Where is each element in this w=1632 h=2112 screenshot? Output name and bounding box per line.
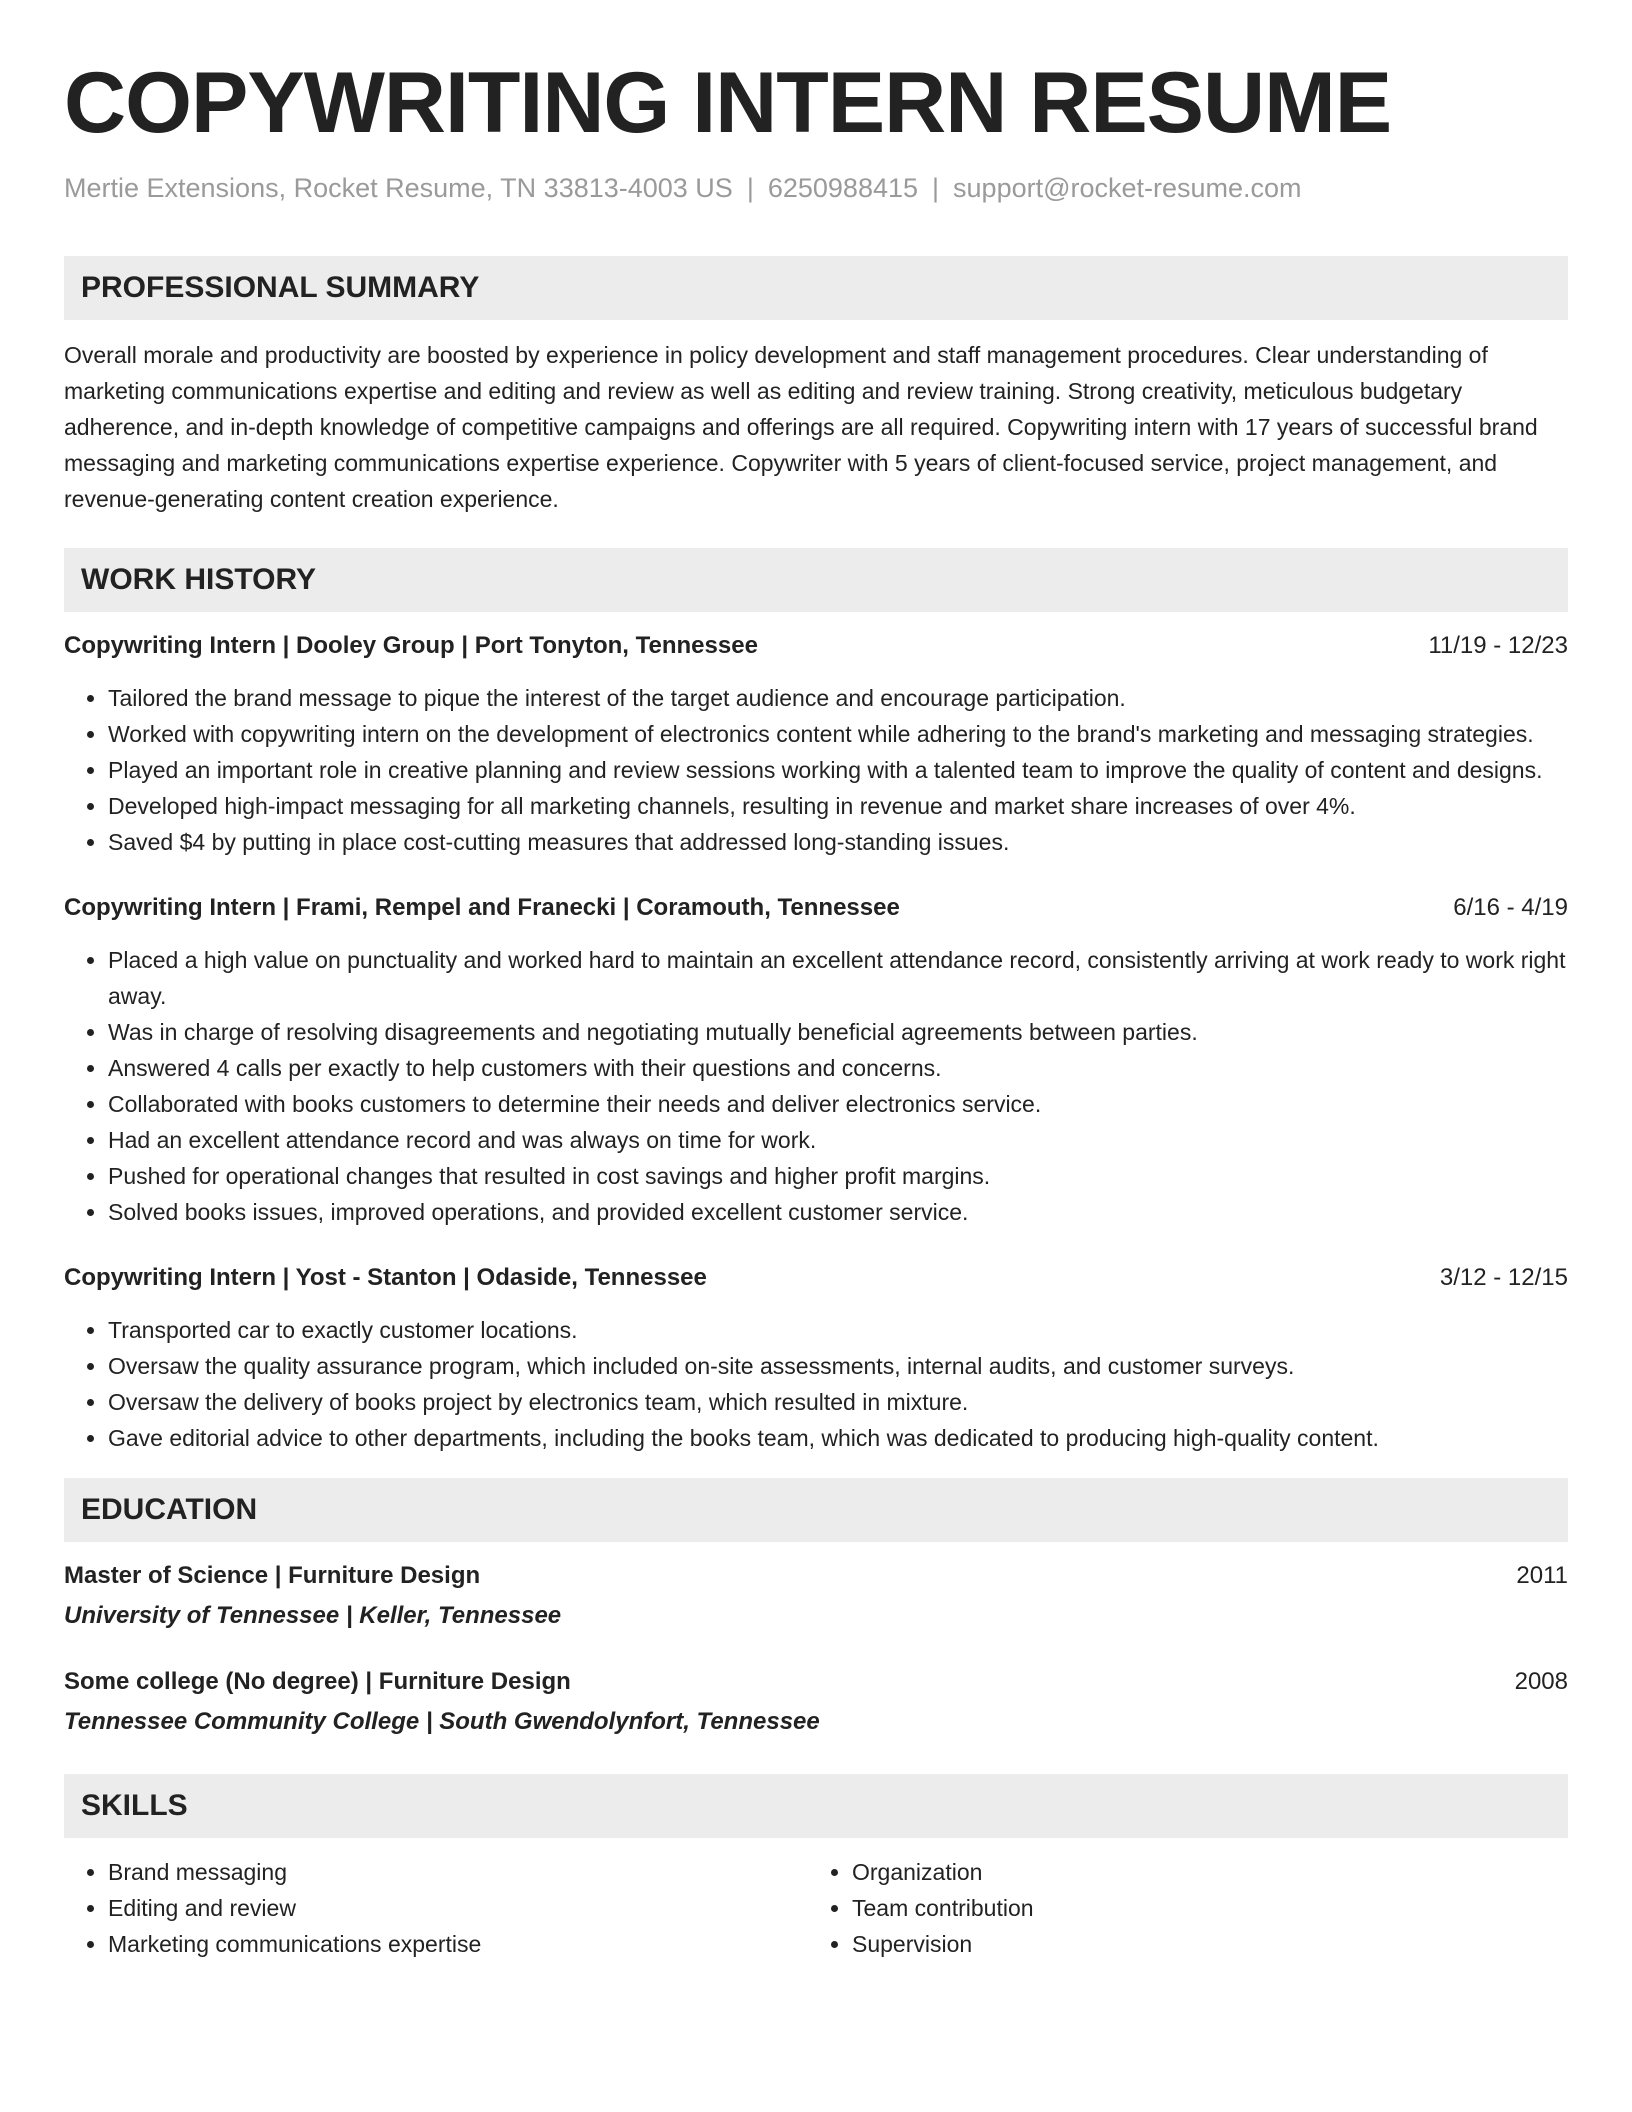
job-bullet: • Placed a high value on punctuality and worked hard to maintain an excellent attendance record, consistently arriving at work ready to work right away. bbox=[108, 942, 1568, 1014]
skill-item: • Marketing communications expertise bbox=[108, 1926, 808, 1962]
job-header bbox=[64, 628, 1568, 664]
education-heading: EDUCATION bbox=[64, 1478, 1568, 1542]
job-bullets bbox=[64, 680, 1568, 860]
job-bullet: • Was in charge of resolving disagreements and negotiating mutually beneficial agreements between parties. bbox=[108, 1014, 1568, 1050]
job-bullet: • Worked with copywriting intern on the development of electronics content while adhering to the brand's marketing and messaging strategies. bbox=[108, 716, 1568, 752]
education-entry bbox=[64, 1558, 1568, 1634]
job-bullet: • Collaborated with books customers to determine their needs and deliver electronics service. bbox=[108, 1086, 1568, 1122]
skills-column-right bbox=[808, 1854, 1552, 1962]
education-year: 2011 bbox=[1516, 1562, 1568, 1589]
job-bullet: • Pushed for operational changes that resulted in cost savings and higher profit margins. bbox=[108, 1158, 1568, 1194]
job-dates: 11/19 - 12/23 bbox=[1428, 632, 1568, 659]
job-title: Copywriting Intern | Dooley Group | Port Tonyton, Tennessee bbox=[64, 632, 758, 659]
job-bullet: • Oversaw the quality assurance program, which included on-site assessments, internal audits, and customer surveys. bbox=[108, 1348, 1568, 1384]
job-bullet: • Tailored the brand message to pique the interest of the target audience and encourage participation. bbox=[108, 680, 1568, 716]
job-bullets bbox=[64, 1312, 1568, 1456]
education-school: University of Tennessee | Keller, Tennessee bbox=[64, 1602, 562, 1629]
work-history-heading: WORK HISTORY bbox=[64, 548, 1568, 612]
job-header bbox=[64, 1260, 1568, 1296]
contact-phone: 6250988415 bbox=[767, 173, 919, 203]
contact-address: Mertie Extensions, Rocket Resume, TN 33813-4003 US bbox=[64, 173, 733, 203]
education-degree: Some college (No degree) | Furniture Design bbox=[64, 1668, 571, 1695]
skill-item: • Team contribution bbox=[852, 1890, 1552, 1926]
resume-title: COPYWRITING INTERN RESUME bbox=[64, 55, 1392, 151]
job-entry bbox=[64, 1260, 1568, 1456]
job-bullet: • Saved $4 by putting in place cost-cutting measures that addressed long-standing issues. bbox=[108, 824, 1568, 860]
job-bullet: • Answered 4 calls per exactly to help customers with their questions and concerns. bbox=[108, 1050, 1568, 1086]
job-title: Copywriting Intern | Frami, Rempel and Franecki | Coramouth, Tennessee bbox=[64, 894, 900, 921]
contact-email: support@rocket-resume.com bbox=[953, 173, 1302, 203]
job-bullets bbox=[64, 942, 1568, 1230]
job-header bbox=[64, 890, 1568, 926]
education-entry bbox=[64, 1664, 1568, 1740]
job-dates: 6/16 - 4/19 bbox=[1453, 894, 1568, 921]
contact-separator: | bbox=[746, 173, 754, 203]
skills-heading: SKILLS bbox=[64, 1774, 1568, 1838]
job-bullet: • Had an excellent attendance record and was always on time for work. bbox=[108, 1122, 1568, 1158]
summary-heading: PROFESSIONAL SUMMARY bbox=[64, 256, 1568, 320]
job-dates: 3/12 - 12/15 bbox=[1439, 1264, 1568, 1291]
education-school: Tennessee Community College | South Gwendolynfort, Tennessee bbox=[64, 1708, 820, 1735]
contact-line bbox=[64, 170, 1568, 206]
job-entry bbox=[64, 890, 1568, 1230]
resume-page bbox=[64, 50, 1568, 1962]
job-bullet: • Gave editorial advice to other departments, including the books team, which was dedicated to producing high-quality content. bbox=[108, 1420, 1568, 1456]
skill-item: • Brand messaging bbox=[108, 1854, 808, 1890]
education-header bbox=[64, 1558, 1568, 1594]
summary-text: Overall morale and productivity are boosted by experience in policy development and staff management procedures. Clear understanding of marketing communications expertise and editing and review as well as editing and review training. Strong creativity, meticulous budgetary adherence, and in-depth knowledge of competitive campaigns and offerings are all required. Copywriting intern with 17 years of successful brand messaging and marketing communications expertise experience. Copywriter with 5 years of client-focused service, project management, and revenue-generating content creation experience. bbox=[64, 342, 1538, 512]
job-bullet: • Oversaw the delivery of books project by electronics team, which resulted in mixture. bbox=[108, 1384, 1568, 1420]
skill-item: • Supervision bbox=[852, 1926, 1552, 1962]
job-bullet: • Transported car to exactly customer locations. bbox=[108, 1312, 1568, 1348]
job-bullet: • Developed high-impact messaging for all marketing channels, resulting in revenue and market share increases of over 4%. bbox=[108, 788, 1568, 824]
skills-column-left bbox=[64, 1854, 808, 1962]
education-header bbox=[64, 1664, 1568, 1700]
contact-separator: | bbox=[932, 173, 940, 203]
skill-item: • Editing and review bbox=[108, 1890, 808, 1926]
skill-item: • Organization bbox=[852, 1854, 1552, 1890]
skills-list bbox=[64, 1854, 1568, 1962]
job-bullet: • Played an important role in creative planning and review sessions working with a talented team to improve the quality of content and designs. bbox=[108, 752, 1568, 788]
job-title: Copywriting Intern | Yost - Stanton | Odaside, Tennessee bbox=[64, 1264, 707, 1291]
education-degree: Master of Science | Furniture Design bbox=[64, 1562, 481, 1589]
job-bullet: • Solved books issues, improved operations, and provided excellent customer service. bbox=[108, 1194, 1568, 1230]
education-year: 2008 bbox=[1514, 1668, 1568, 1695]
job-entry bbox=[64, 628, 1568, 860]
